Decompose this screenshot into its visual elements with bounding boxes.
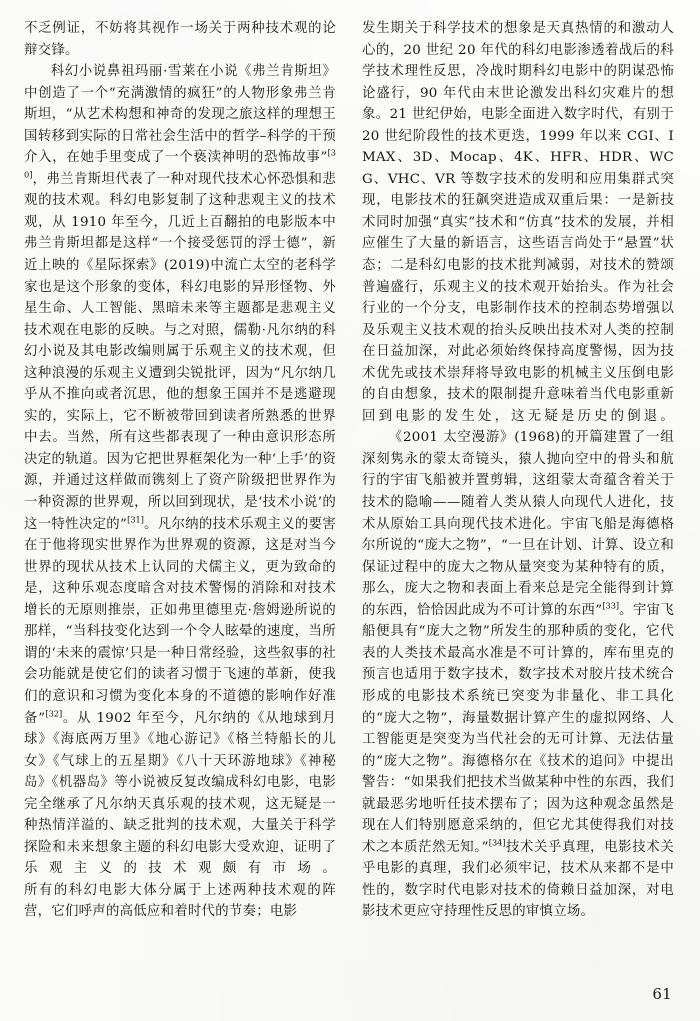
footnote-marker: [30] — [24, 147, 336, 180]
footnote-marker: [31] — [127, 514, 144, 525]
footnote-marker: [34] — [488, 837, 506, 848]
footnote-marker: [32] — [45, 708, 63, 719]
paragraph-frankenstein: 科幻小说鼻祖玛丽·雪莱在小说《弗兰肯斯坦》中创造了一个“充满激情的疯狂”的人物形象弗兰肯斯坦，“从艺术构想和神奇的发现之旅这样的理想王国转移到实际的日常社会生活中的哲学–科学的干预介入，在她手里变成了一个亵渎神明的恐怖故事”[30]，弗兰肯斯坦代表了一种对现代技术心怀恐惧和悲观的技术观。科幻电影复制了这种悲观主义的技术观，从 1910 年至今，几近上百翻拍的电影版本中弗兰肯斯坦都是这样“一个接受惩罚的浮士德”，新近上映的《星际探索》(2019)中流亡太空的老科学家也是这个形象的变体，科幻电影的异形怪物、外星生命、人工智能、黑暗未来等主题都是悲观主义技术观在电影的反映。与之对照，儒勒·凡尔纳的科幻小说及其电影改编则属于乐观主义的技术观，但这种浪漫的乐观主义遭到尖锐批评，因为“凡尔纳几乎从不推向或者沉思，他的想象王国并不是逃避现实的，实际上，它不断被带回到读者所熟悉的世界中去。当然，所有这些都表现了一种由意识形态所决定的轨道。因为它把世界框架化为一种‘上手’的资源，并通过这样做而镌刻上了资产阶级把世界作为一种资源的世界观，所以回到现状，是‘技术小说’的这一特性决定的”[31]。凡尔纳的技术乐观主义的要害在于他将现实世界作为世界观的资源，这是对当今世界的现状从技术上认同的犬儒主义，更为致命的是，这种乐观态度暗含对技术警惕的消除和对技术增长的无原则推崇，正如弗里德里克·詹姆逊所说的那样，“当科技变化达到一个令人眩晕的速度，当所谓的‘未来的震惊’只是一种日常经验，这些叙事的社会功能就是使它们的读者习惯于飞速的革新，使我们的意识和习惯为变化本身的不道德的影响作好准备”[32]。从 1902 年至今，凡尔纳的《从地球到月球》《海底两万里》《地心游记》《格兰特船长的儿女》《气球上的五星期》《八十天环游地球》《神秘岛》《机器岛》等小说被反复改编成科幻电影，电影完全继承了凡尔纳天真乐观的技术观，这无疑是一种热情洋溢的、缺乏批判的技术观，大量关于科学探险和未来想象主题的科幻电影大受欢迎，证明了乐观主义的技术观颇有市场。 — [24, 64, 336, 877]
left-column — [24, 18, 336, 923]
paragraph-continued: 不乏例证，不妨将其视作一场关于两种技术观的论辩交锋。 — [24, 21, 336, 58]
paragraph-two-camps: 所有的科幻电影大体分属于上述两种技术观的阵营，它们呼声的高低应和着时代的节奏；电影 — [24, 882, 336, 920]
two-column-body — [24, 18, 676, 958]
paragraph-2001-space-odyssey: 《2001 太空漫游》(1968)的开篇建置了一组深刻隽永的蒙太奇镜头，猿人抛向空中的骨头和航行的宇宙飞船被并置剪辑，这组蒙太奇蕴含着关于技术的隐喻——随着人类从猿人向现代人进化，技术从原始工具向现代技术进化。宇宙飞船是海德格尔所说的“庞大之物”，“一旦在计划、计算、设立和保证过程中的庞大之物从量突变为某种特有的质，那么，庞大之物和表面上看来总是完全能得到计算的东西，恰恰因此成为不可计算的东西”[33]。宇宙飞船便具有“庞大之物”所发生的那种质的变化，它代表的人类技术最高水准是不可计算的，库布里克的预言也适用于数字技术，数字技术对胶片技术统合形成的电影技术系统已突变为非量化、非工具化的“庞大之物”，海量数据计算产生的虚拟网络、人工智能更是突变为当代社会的无可计算、无法估量的“庞大之物”。海德格尔在《技术的追问》中提出警告：“如果我们把技术当做某种中性的东西，我们就最恶劣地听任技术摆布了；因为这种观念虽然是现在人们特别愿意采纳的，但它尤其使得我们对技术之本质茫然无知。”[34]技术关乎真理，电影技术关乎电影的真理，我们必须牢记，技术从来都不是中性的，数字时代电影对技术的倚赖日益加深，对电影技术更应守持理性反思的审慎立场。 — [362, 430, 675, 920]
footnote-marker: [33] — [602, 600, 620, 611]
page-number: 61 — [652, 985, 672, 1003]
paragraph-digital-era: 发生期关于科学技术的想象是天真热情的和激动人心的，20 世纪 20 年代的科幻电影渗透着战后的科学技术理性反思，冷战时期科幻电影中的阴谋恐怖论盛行，90 年代由末世论激发出科幻灾难片的想象。21 世纪伊始，电影全面进入数字时代，有别于 20 世纪阶段性的技术更迭，1999 年以来 CGI、IMAX、3D、Mocap、4K、HFR、HDR、WCG、VHC、VR 等数字技术的发明和应用集群式突现，电影技术的狂飙突进造成双重后果：一是新技术同时加强“真实”技术和“仿真”技术的发展，并相应催生了大量的新语言，这些语言尚处于“悬置”状态；二是科幻电影的技术批判减弱，对技术的赞颂普遍盛行，乐观主义的技术观开始抬头。作为社会行业的一个分支，电影制作技术的控制态势增强以及乐观主义技术观的抬头反映出技术对人类的控制在日益加深，对此必须始终保持高度警惕，因为技术优先或技术崇拜将导致电影的机械主义压倒电影的自由想象，技术的限制提升意味着当代电影重新回到电影的发生处，这无疑是历史的倒退。 — [362, 21, 674, 424]
right-column — [362, 18, 674, 923]
